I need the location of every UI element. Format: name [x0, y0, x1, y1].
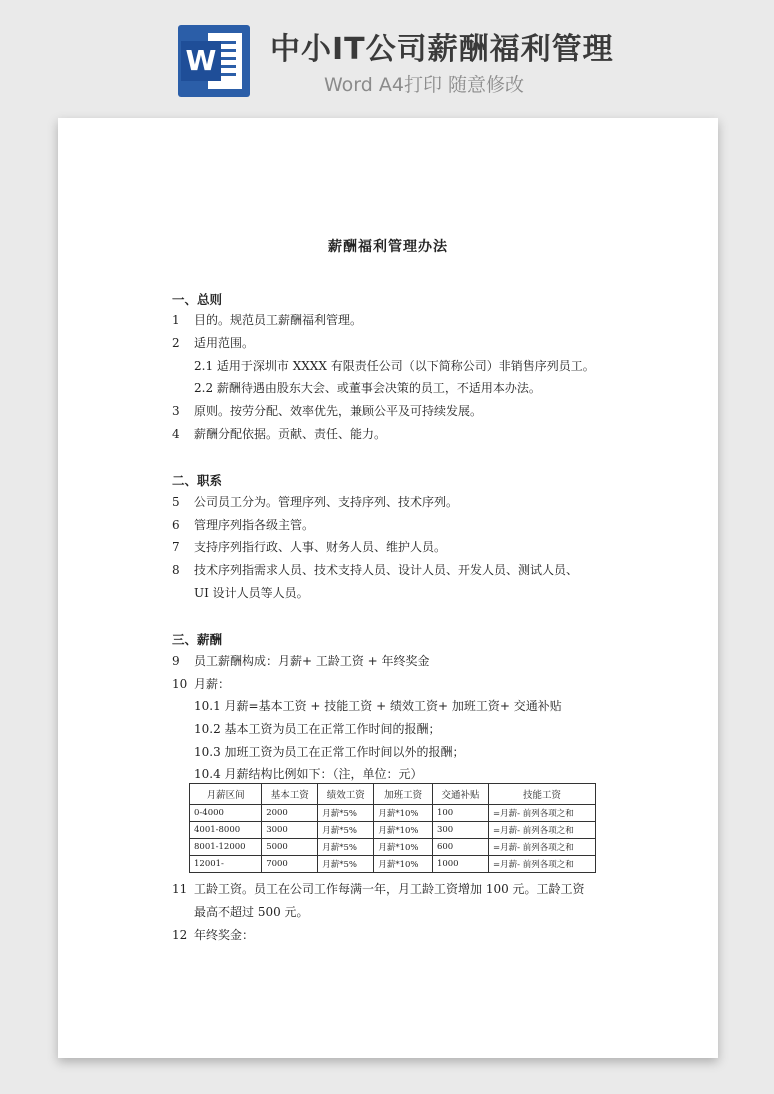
table-cell: 600 [432, 839, 488, 856]
table-row [190, 822, 596, 839]
table-cell: 4001-8000 [190, 822, 262, 839]
line-text: 目的。规范员工薪酬福利管理。 [194, 313, 363, 327]
table-cell: 月薪*5% [318, 856, 374, 873]
table-cell: 月薪*10% [374, 856, 433, 873]
table-cell: 12001- [190, 856, 262, 873]
table-header-cell: 交通补贴 [432, 784, 488, 805]
table-cell: 7000 [262, 856, 318, 873]
line-text: 薪酬分配依据。贡献、责任、能力。 [194, 427, 387, 441]
line-number: 4 [172, 427, 180, 441]
table-cell: 100 [432, 805, 488, 822]
table-row [190, 839, 596, 856]
table-cell: 0-4000 [190, 805, 262, 822]
word-icon [178, 25, 250, 97]
line-text: 管理序列指各级主管。 [194, 518, 315, 532]
table-cell: 月薪*10% [374, 805, 433, 822]
table-cell: 1000 [432, 856, 488, 873]
line-text: 工龄工资。员工在公司工作每满一年，月工龄工资增加 100 元。工龄工资 [194, 882, 585, 896]
table-cell: =月薪- 前列各项之和 [489, 805, 596, 822]
line-number: 5 [172, 495, 180, 509]
line-number: 8 [172, 563, 180, 577]
table-header-row [190, 784, 596, 805]
line-number: 11 [172, 882, 188, 896]
table-row [190, 856, 596, 873]
line-number: 12 [172, 928, 188, 942]
line-text: 月薪： [194, 677, 231, 691]
line-text: 10.1 月薪=基本工资 + 技能工资 + 绩效工资+ 加班工资+ 交通补贴 [194, 699, 562, 713]
header-title: 中小IT公司薪酬福利管理 [270, 32, 614, 67]
table-cell: 月薪*10% [374, 822, 433, 839]
table-header-cell: 基本工资 [262, 784, 318, 805]
line-text: UI 设计人员等人员。 [194, 586, 309, 600]
table-header-cell: 技能工资 [489, 784, 596, 805]
line-text: 公司员工分为。管理序列、支持序列、技术序列。 [194, 495, 459, 509]
line-text: 10.4 月薪结构比例如下：（注，单位：元） [194, 767, 423, 781]
table-cell: =月薪- 前列各项之和 [489, 822, 596, 839]
table-cell: 8001-12000 [190, 839, 262, 856]
table-cell: 月薪*5% [318, 805, 374, 822]
table-cell: =月薪- 前列各项之和 [489, 839, 596, 856]
line-text: 2.1 适用于深圳市 XXXX 有限责任公司（以下简称公司）非销售序列员工。 [194, 359, 595, 373]
salary-structure-table [189, 783, 596, 873]
line-number: 10 [172, 677, 188, 691]
table-cell: 5000 [262, 839, 318, 856]
word-letter: W [181, 41, 221, 81]
line-text: 支持序列指行政、人事、财务人员、维护人员。 [194, 540, 447, 554]
table-cell: 300 [432, 822, 488, 839]
document-title: 薪酬福利管理办法 [328, 239, 448, 255]
table-row [190, 805, 596, 822]
table-cell: 3000 [262, 822, 318, 839]
section-heading-job-series: 二、职系 [172, 473, 223, 488]
document-page [58, 118, 718, 1058]
table-cell: 2000 [262, 805, 318, 822]
table-cell: 月薪*5% [318, 839, 374, 856]
line-text: 适用范围。 [194, 336, 255, 350]
section-heading-general: 一、总则 [172, 292, 223, 307]
table-header-cell: 绩效工资 [318, 784, 374, 805]
table-header-cell: 月薪区间 [190, 784, 262, 805]
section-heading-salary: 三、薪酬 [172, 632, 223, 647]
table-header-cell: 加班工资 [374, 784, 433, 805]
table-cell: =月薪- 前列各项之和 [489, 856, 596, 873]
line-text: 员工薪酬构成：月薪+ 工龄工资 + 年终奖金 [194, 654, 430, 668]
line-text: 最高不超过 500 元。 [194, 905, 309, 919]
line-number: 7 [172, 540, 180, 554]
line-number: 9 [172, 654, 180, 668]
line-number: 1 [172, 313, 180, 327]
table-cell: 月薪*5% [318, 822, 374, 839]
table-cell: 月薪*10% [374, 839, 433, 856]
header [0, 0, 774, 118]
line-text: 年终奖金： [194, 928, 255, 942]
line-number: 2 [172, 336, 180, 350]
line-number: 3 [172, 404, 180, 418]
line-text: 10.3 加班工资为员工在正常工作时间以外的报酬； [194, 745, 465, 759]
line-text: 10.2 基本工资为员工在正常工作时间的报酬； [194, 722, 441, 736]
line-text: 技术序列指需求人员、技术支持人员、设计人员、开发人员、测试人员、 [194, 563, 579, 577]
line-text: 2.2 薪酬待遇由股东大会、或董事会决策的员工，不适用本办法。 [194, 381, 541, 395]
line-text: 原则。按劳分配、效率优先，兼顾公平及可持续发展。 [194, 404, 483, 418]
line-number: 6 [172, 518, 180, 532]
header-subtitle: Word A4打印 随意修改 [324, 74, 525, 96]
